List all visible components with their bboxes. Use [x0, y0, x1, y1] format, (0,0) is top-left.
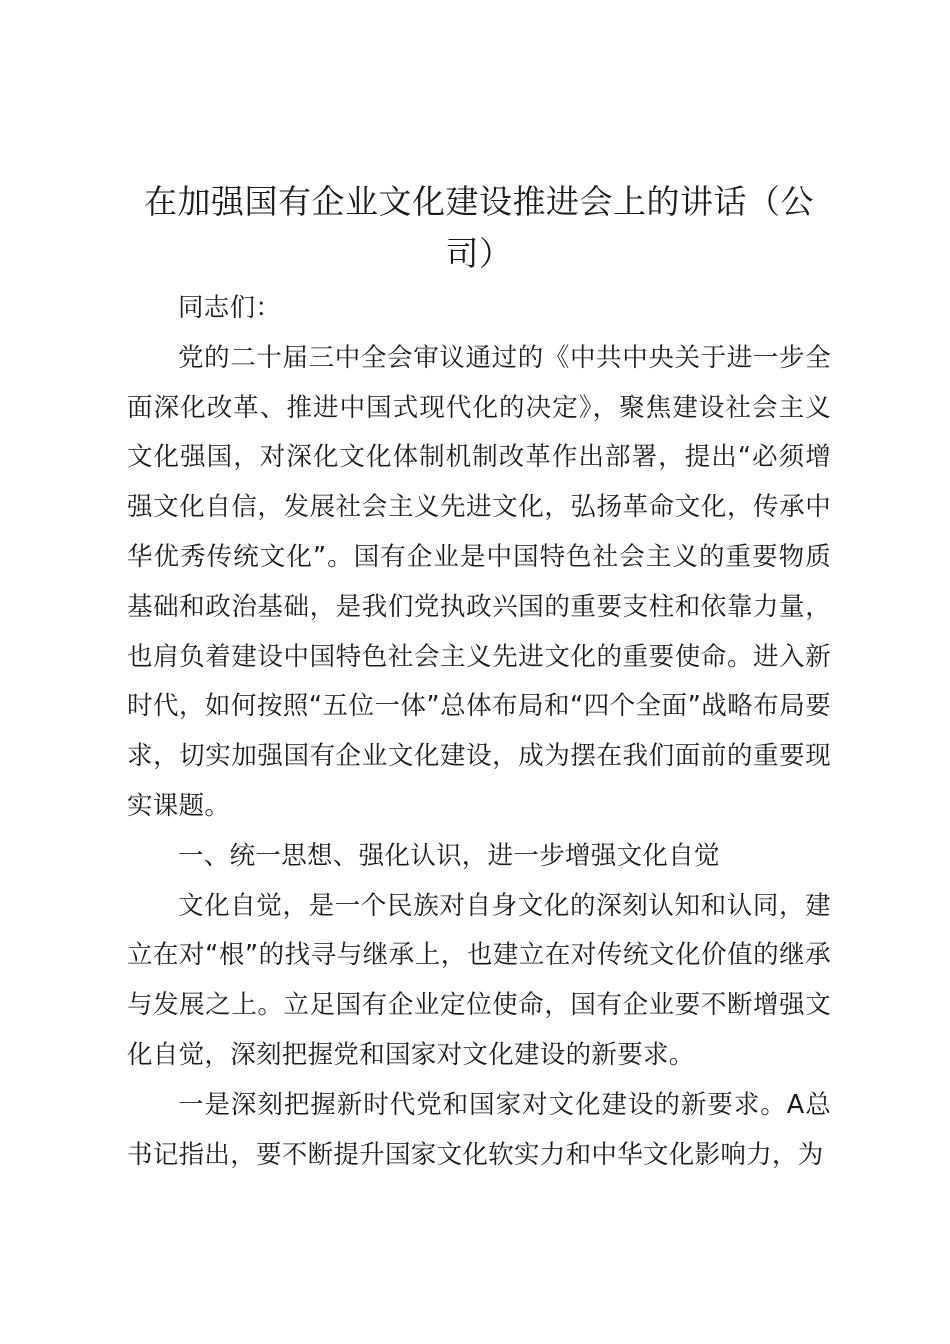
intro-paragraph: 党的二十届三中全会审议通过的《中共中央关于进一步全面深化改革、推进中国式现代化的决定》，聚焦建设社会主义文化强国，对深化文化体制机制改革作出部署，提出“必须增强文化自信，发展社会主义先进文化，弘扬革命文化，传承中华优秀传统文化”。国有企业是中国特色社会主义的重要物质基础和政治基础，是我们党执政兴国的重要支柱和依靠力量，也肩负着建设中国特色社会主义先进文化的重要使命。进入新时代，如何按照“五位一体”总体布局和“四个全面”战略布局要求，切实加强国有企业文化建设，成为摆在我们面前的重要现实课题。 — [127, 342, 831, 821]
section-heading-1: 一、统一思想、强化认识，进一步增强文化自觉 — [178, 840, 720, 871]
document-title: 在加强国有企业文化建设推进会上的讲话（公司） — [144, 182, 814, 273]
section1-point1-paragraph: 一是深刻把握新时代党和国家对文化建设的新要求。A总书记指出，要不断提升国家文化软实力和中华文化影响力，为 — [127, 1089, 831, 1170]
section1-paragraph: 文化自觉，是一个民族对自身文化的深刻认知和认同，建立在对“根”的找寻与继承上，也建立在对传统文化价值的继承与发展之上。立足国有企业定位使命，国有企业要不断增强文化自觉，深刻把握党和国家对文化建设的新要求。 — [127, 890, 831, 1070]
document-page — [127, 176, 831, 1180]
salutation: 同志们： — [178, 293, 282, 323]
